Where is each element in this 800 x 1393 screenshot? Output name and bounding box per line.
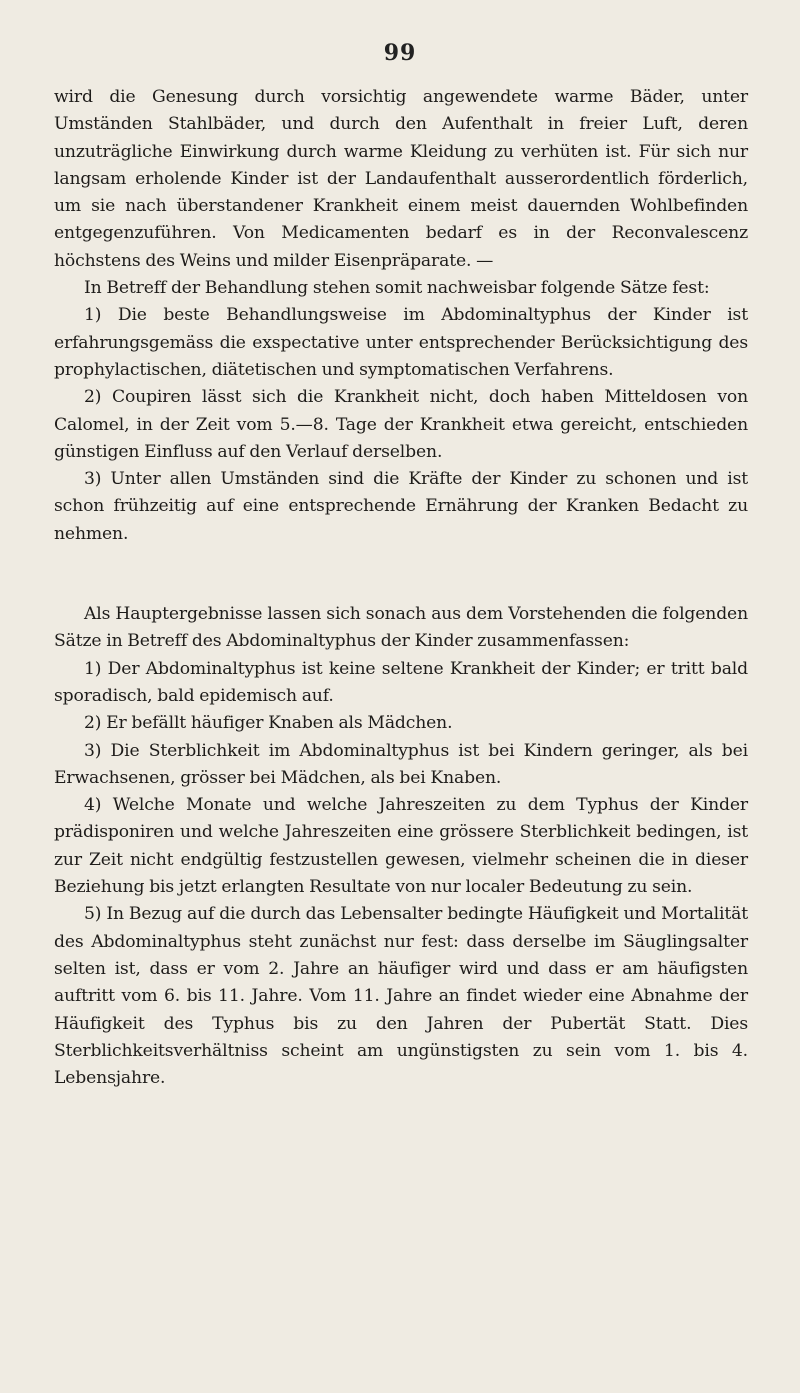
page-number: 99 (383, 40, 417, 66)
summary-point-4: 4) Welche Monate und welche Jahreszeiten zu dem Typhus der Kinder prädisponiren und welche Jahreszeiten eine grössere Sterblichkeit bedingen, ist zur Zeit nicht endgültig festzustellen gewesen, vielmehr scheinen die in dieser Beziehung bis jetzt erlangten Resultate von nur localer Bedeutung zu sein. (54, 795, 748, 898)
summary-point-5: 5) In Bezug auf die durch das Lebensalter bedingte Häufigkeit und Mortalität des Abdominaltyphus steht zunächst nur fest: dass derselbe im Säuglingsalter selten ist, dass er vom 2. Jahre an häufiger wird und dass er am häufigsten auftritt vom 6. bis 11. Jahre. Vom 11. Jahre an findet wieder eine Abnahme der Häufigkeit des Typhus bis zu den Jahren der Pubertät Statt. Dies Sterblichkeitsverhältniss scheint am ungünstigsten zu sein vom 1. bis 4. Lebensjahre. (54, 904, 748, 1089)
summary-point-1: 1) Der Abdominaltyphus ist keine seltene Krankheit der Kinder; er tritt bald sporadisch, bald epidemisch auf. (54, 658, 748, 706)
treatment-point-1: 1) Die beste Behandlungsweise im Abdominaltyphus der Kinder ist erfahrungsgemäss die exspectative unter entsprechender Berücksichtigung des prophylactischen, diätetischen und symptomatischen Verfahrens. (54, 305, 748, 380)
paragraph-summary-intro: Als Hauptergebnisse lassen sich sonach aus dem Vorstehenden die folgenden Sätze in Betreff des Abdominaltyphus der Kinder zusammenfassen: (54, 604, 748, 652)
treatment-point-2: 2) Coupiren lässt sich die Krankheit nicht, doch haben Mitteldosen von Calomel, in der Zeit vom 5.—8. Tage der Krankheit etwa gereicht, entschieden günstigen Einfluss auf den Verlauf derselben. (54, 387, 748, 462)
treatment-point-3: 3) Unter allen Umständen sind die Kräfte der Kinder zu schonen und ist schon frühzeitig auf eine entsprechende Ernährung der Kranken Bedacht zu nehmen. (54, 469, 748, 544)
section-divider (54, 548, 748, 601)
summary-section (54, 601, 748, 1092)
treatment-section (54, 84, 748, 548)
paragraph-treatment-intro: In Betreff der Behandlung stehen somit nachweisbar folgende Sätze fest: (84, 278, 710, 299)
page-body (54, 84, 748, 1092)
summary-point-3: 3) Die Sterblichkeit im Abdominaltyphus ist bei Kindern geringer, als bei Erwachsenen, grösser bei Mädchen, als bei Knaben. (54, 740, 748, 788)
paragraph-convalescence: wird die Genesung durch vorsichtig angewendete warme Bäder, unter Umständen Stahlbäder, und durch den Aufenthalt in freier Luft, deren unzuträgliche Einwirkung durch warme Kleidung zu verhüten ist. Für sich nur langsam erholende Kinder ist der Landaufenthalt ausserordentlich förderlich, um sie nach überstandener Krankheit einem meist dauernden Wohlbefinden entgegenzuführen. Von Medicamenten bedarf es in der Reconvalescenz höchstens des Weins und milder Eisenpräparate. — (54, 87, 748, 271)
summary-point-2: 2) Er befällt häufiger Knaben als Mädchen. (84, 713, 453, 734)
